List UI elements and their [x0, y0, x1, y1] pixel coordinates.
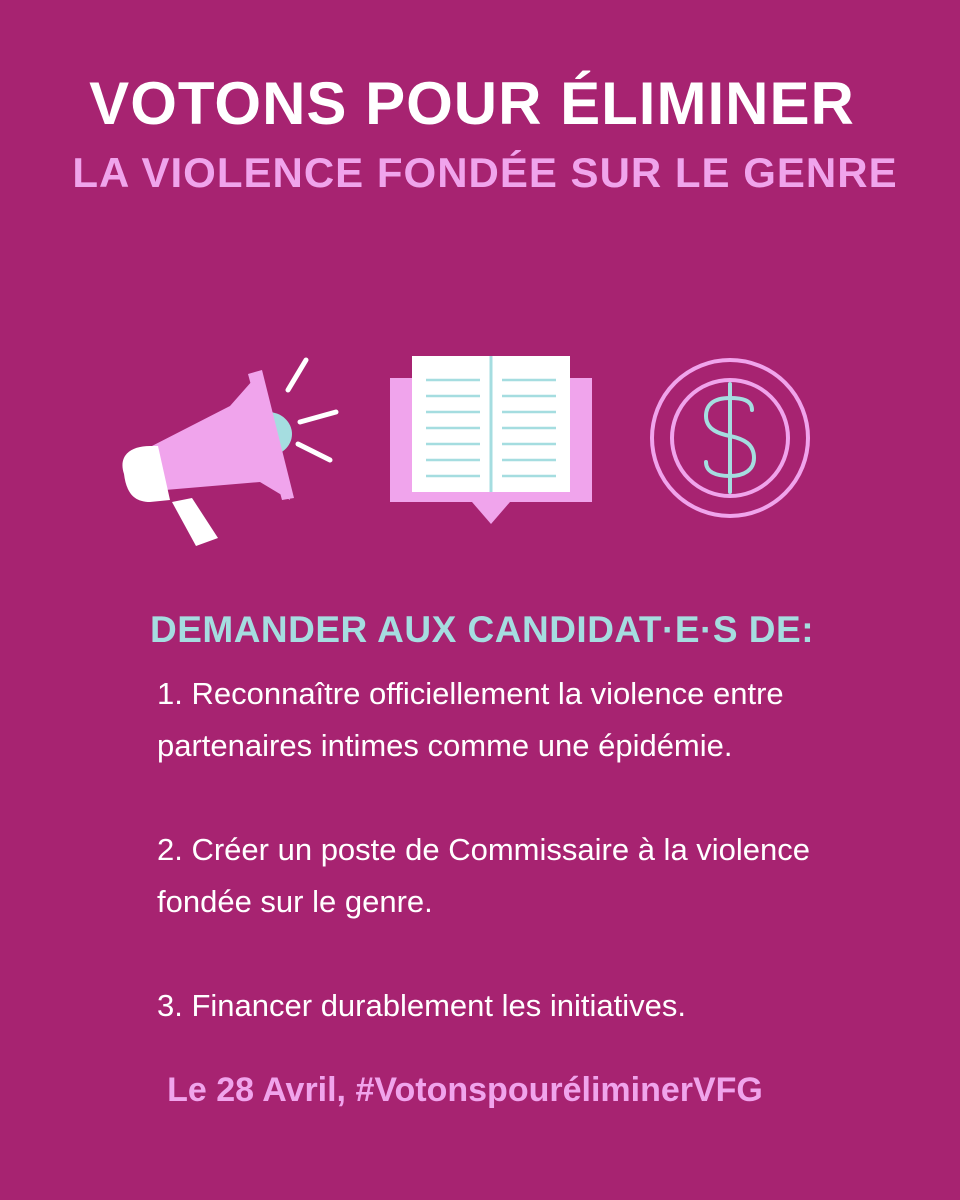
page-subtitle: LA VIOLENCE FONDÉE SUR LE GENRE	[72, 149, 898, 196]
open-book-icon	[388, 352, 594, 537]
list-item: 3. Financer durablement les initiatives.	[157, 988, 686, 1023]
dollar-coin-icon	[648, 356, 812, 525]
megaphone-icon	[110, 350, 350, 555]
icon-row	[0, 330, 960, 570]
list-item: 1. Reconnaître officiellement la violence entre partenaires intimes comme une épidémie.	[157, 676, 784, 763]
footer-hashtag: Le 28 Avril, #VotonspouréliminerVFG	[167, 1071, 763, 1109]
page-title: VOTONS POUR ÉLIMINER	[89, 70, 855, 137]
demands-list	[157, 668, 857, 1032]
demands-heading: DEMANDER AUX CANDIDAT·E·S DE:	[149, 609, 815, 650]
list-item: 2. Créer un poste de Commissaire à la violence fondée sur le genre.	[157, 832, 811, 919]
